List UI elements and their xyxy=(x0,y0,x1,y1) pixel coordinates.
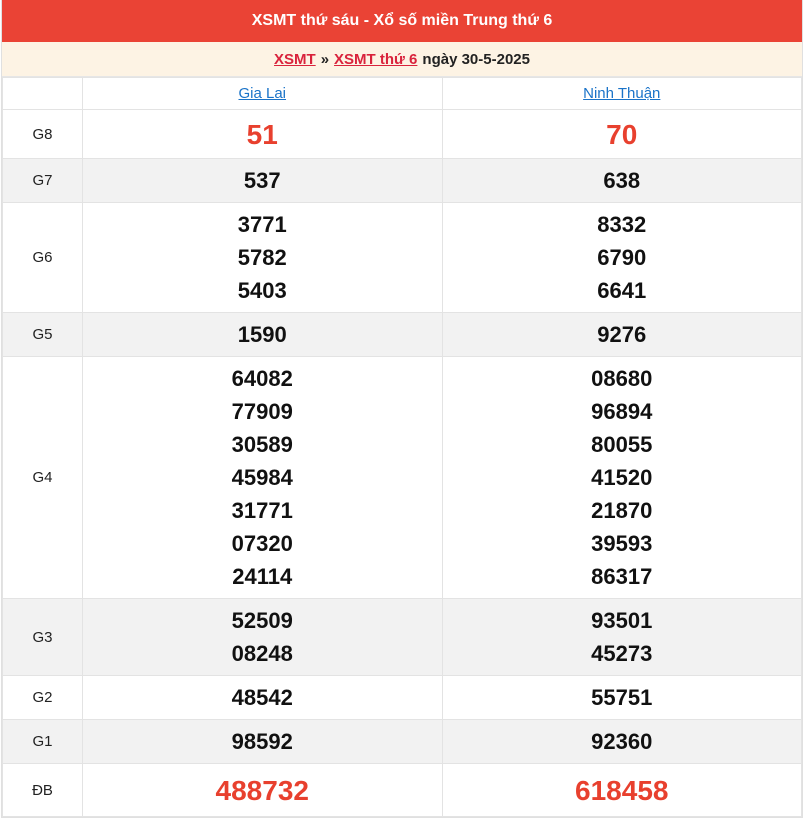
prize-label: G5 xyxy=(3,313,83,357)
result-number: 3771 xyxy=(237,212,287,237)
result-number: 30589 xyxy=(231,432,293,457)
result-number: 5403 xyxy=(237,278,287,303)
prize-row-special xyxy=(3,764,802,817)
result-number: 8332 xyxy=(597,212,647,237)
result-number: 41520 xyxy=(591,465,653,490)
result-number: 07320 xyxy=(231,531,293,556)
result-number: 21870 xyxy=(591,498,653,523)
result-cell xyxy=(442,203,802,313)
prize-label: ĐB xyxy=(3,764,83,817)
province-header-row xyxy=(3,78,802,110)
result-number: 48542 xyxy=(231,685,293,710)
prize-label: G7 xyxy=(3,159,83,203)
breadcrumb xyxy=(2,42,802,77)
corner-cell xyxy=(3,78,83,110)
prize-label: G2 xyxy=(3,676,83,720)
special-prize-number: 618458 xyxy=(575,774,669,806)
prize-row-g1 xyxy=(3,720,802,764)
result-cell xyxy=(442,764,802,817)
prize-label: G1 xyxy=(3,720,83,764)
result-number: 93501 xyxy=(591,608,653,633)
prize-row-g6 xyxy=(3,203,802,313)
result-number: 24114 xyxy=(232,564,293,589)
prize-row-g2 xyxy=(3,676,802,720)
special-prize-number: 488732 xyxy=(215,774,309,806)
result-cell xyxy=(442,357,802,599)
prize-label: G3 xyxy=(3,599,83,676)
prize-row-g4 xyxy=(3,357,802,599)
result-number: 51 xyxy=(246,118,278,150)
result-number: 45984 xyxy=(231,465,293,490)
result-cell xyxy=(83,764,443,817)
result-number: 96894 xyxy=(591,399,653,424)
result-cell xyxy=(83,313,443,357)
province-link-ninh-thuan[interactable]: Ninh Thuận xyxy=(583,85,661,102)
draw-date: ngày 30-5-2025 xyxy=(422,50,530,68)
result-number: 537 xyxy=(243,168,281,193)
prize-label: G6 xyxy=(3,203,83,313)
result-cell xyxy=(442,159,802,203)
result-number: 70 xyxy=(606,118,638,150)
result-cell xyxy=(83,110,443,159)
result-cell xyxy=(442,599,802,676)
result-number: 1590 xyxy=(237,322,287,347)
result-cell xyxy=(83,676,443,720)
result-number: 64082 xyxy=(231,366,293,391)
result-number: 6790 xyxy=(597,245,647,270)
result-number: 92360 xyxy=(591,729,653,754)
result-cell xyxy=(442,313,802,357)
result-cell xyxy=(83,599,443,676)
result-number: 6641 xyxy=(597,278,647,303)
result-number: 55751 xyxy=(591,685,653,710)
results-table xyxy=(2,77,802,817)
prize-row-g5 xyxy=(3,313,802,357)
prize-row-g3 xyxy=(3,599,802,676)
results-panel xyxy=(1,0,803,818)
result-number: 9276 xyxy=(597,322,647,347)
breadcrumb-link-xsmt-thu-6[interactable]: XSMT thứ 6 xyxy=(334,50,418,68)
result-cell xyxy=(442,720,802,764)
result-cell xyxy=(442,676,802,720)
result-number: 86317 xyxy=(591,564,653,589)
result-number: 77909 xyxy=(231,399,293,424)
prize-label: G8 xyxy=(3,110,83,159)
result-number: 31771 xyxy=(231,498,293,523)
result-number: 52509 xyxy=(231,608,293,633)
page-title: XSMT thứ sáu - Xổ số miền Trung thứ 6 xyxy=(2,0,802,42)
prize-label: G4 xyxy=(3,357,83,599)
result-number: 98592 xyxy=(231,729,293,754)
result-cell xyxy=(83,720,443,764)
result-cell xyxy=(442,110,802,159)
breadcrumb-separator: » xyxy=(320,50,330,68)
province-header-cell xyxy=(442,78,802,110)
prize-row-g7 xyxy=(3,159,802,203)
province-header-cell xyxy=(83,78,443,110)
result-cell xyxy=(83,159,443,203)
result-number: 39593 xyxy=(591,531,653,556)
result-number: 80055 xyxy=(591,432,653,457)
result-number: 08248 xyxy=(231,641,293,666)
result-cell xyxy=(83,357,443,599)
result-cell xyxy=(83,203,443,313)
result-number: 08680 xyxy=(591,366,653,391)
result-number: 5782 xyxy=(237,245,287,270)
province-link-gia-lai[interactable]: Gia Lai xyxy=(238,85,287,102)
result-number: 45273 xyxy=(591,641,653,666)
breadcrumb-link-xsmt[interactable]: XSMT xyxy=(274,50,316,68)
result-number: 638 xyxy=(603,168,641,193)
prize-row-g8 xyxy=(3,110,802,159)
